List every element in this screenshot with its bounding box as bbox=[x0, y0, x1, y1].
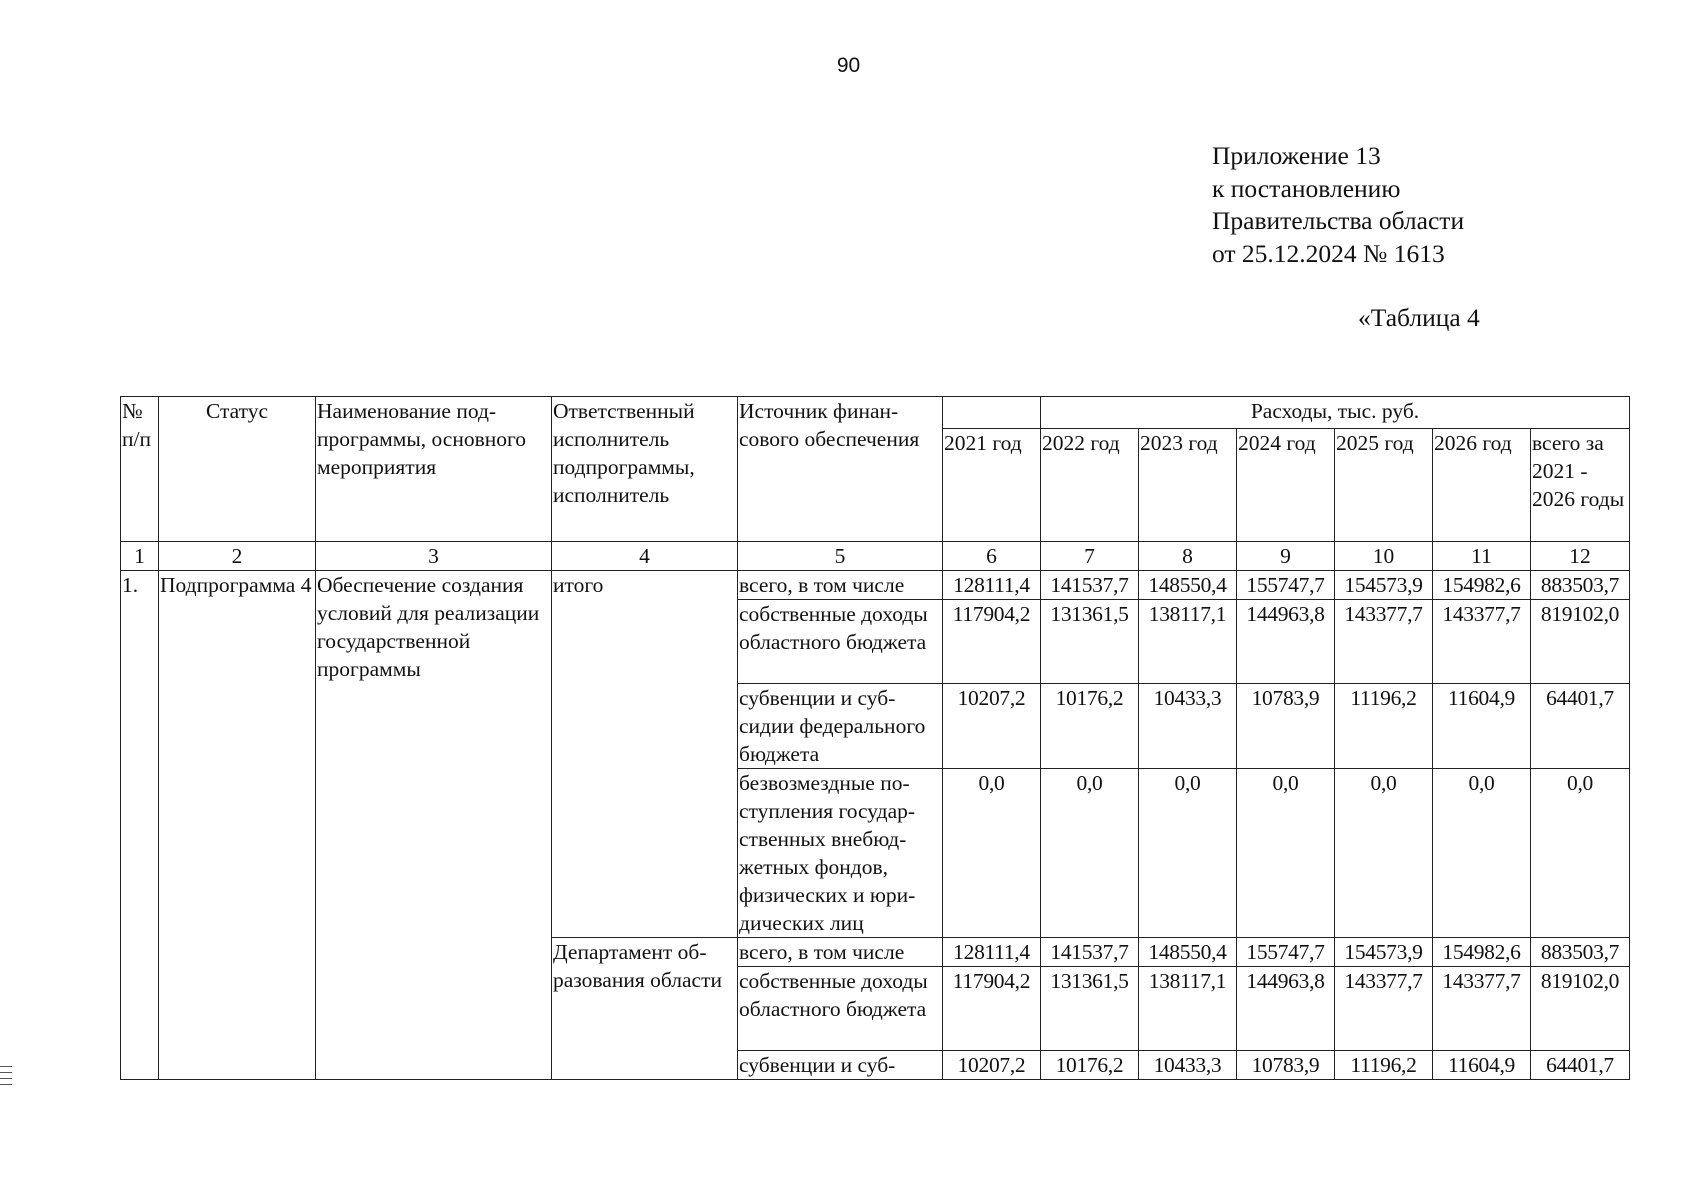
header-year-2026: 2026 год bbox=[1433, 429, 1531, 542]
value-2021: 128111,4 bbox=[943, 938, 1041, 967]
value-2024: 144963,8 bbox=[1237, 967, 1335, 1051]
value-2026: 143377,7 bbox=[1433, 967, 1531, 1051]
header-year-2021: 2021 год bbox=[943, 429, 1041, 542]
header-num: № п/п bbox=[121, 397, 159, 542]
row-executor: итого bbox=[552, 571, 738, 938]
value-2023: 10433,3 bbox=[1139, 684, 1237, 769]
value-total: 819102,0 bbox=[1531, 967, 1630, 1051]
row-source: собственные доходы областного бюджета bbox=[738, 600, 943, 684]
value-2024: 10783,9 bbox=[1237, 1051, 1335, 1080]
table-caption: «Таблица 4 bbox=[1358, 303, 1480, 332]
appendix-line: Приложение 13 bbox=[1212, 141, 1381, 170]
value-2022: 10176,2 bbox=[1041, 684, 1139, 769]
value-2021: 0,0 bbox=[943, 769, 1041, 938]
value-2024: 0,0 bbox=[1237, 769, 1335, 938]
value-2021: 10207,2 bbox=[943, 1051, 1041, 1080]
header-year-2025: 2025 год bbox=[1335, 429, 1433, 542]
header-year-2023: 2023 год bbox=[1139, 429, 1237, 542]
column-number: 5 bbox=[738, 542, 943, 571]
value-2022: 141537,7 bbox=[1041, 571, 1139, 600]
value-2023: 148550,4 bbox=[1139, 938, 1237, 967]
table-row bbox=[121, 571, 1630, 600]
value-2026: 143377,7 bbox=[1433, 600, 1531, 684]
row-source: всего, в том числе bbox=[738, 938, 943, 967]
column-number: 12 bbox=[1531, 542, 1630, 571]
value-2022: 10176,2 bbox=[1041, 1051, 1139, 1080]
value-2026: 154982,6 bbox=[1433, 571, 1531, 600]
value-total: 883503,7 bbox=[1531, 938, 1630, 967]
value-2022: 0,0 bbox=[1041, 769, 1139, 938]
value-2022: 141537,7 bbox=[1041, 938, 1139, 967]
header-name: Наименование подпрограммы, основного мероприятия bbox=[316, 397, 552, 542]
column-number: 1 bbox=[121, 542, 159, 571]
value-2023: 0,0 bbox=[1139, 769, 1237, 938]
value-2026: 11604,9 bbox=[1433, 1051, 1531, 1080]
row-source: субвенции и суб- bbox=[738, 1051, 943, 1080]
value-total: 819102,0 bbox=[1531, 600, 1630, 684]
value-2025: 0,0 bbox=[1335, 769, 1433, 938]
value-2024: 10783,9 bbox=[1237, 684, 1335, 769]
margin-mark bbox=[0, 1078, 12, 1079]
value-2025: 11196,2 bbox=[1335, 1051, 1433, 1080]
column-number: 10 bbox=[1335, 542, 1433, 571]
row-source: безвозмездные поступления государственных внебюджетных фондов, физических и юридических лиц bbox=[738, 769, 943, 938]
row-name: Обеспечение создания условий для реализации государственной программы bbox=[316, 571, 552, 1080]
value-2026: 154982,6 bbox=[1433, 938, 1531, 967]
row-status: Подпрограмма 4 bbox=[159, 571, 316, 1080]
value-total: 883503,7 bbox=[1531, 571, 1630, 600]
appendix-line: к постановлению bbox=[1212, 173, 1401, 203]
value-2025: 154573,9 bbox=[1335, 571, 1433, 600]
row-executor: Департамент образования области bbox=[552, 938, 738, 1080]
row-source: собственные доходы областного бюджета bbox=[738, 967, 943, 1051]
value-2023: 10433,3 bbox=[1139, 1051, 1237, 1080]
margin-mark bbox=[0, 1084, 12, 1085]
header-year-2022: 2022 год bbox=[1041, 429, 1139, 542]
column-number: 2 bbox=[159, 542, 316, 571]
column-number: 4 bbox=[552, 542, 738, 571]
value-2024: 144963,8 bbox=[1237, 600, 1335, 684]
header-row bbox=[121, 397, 1630, 429]
value-2024: 155747,7 bbox=[1237, 571, 1335, 600]
header-executor: Ответственный исполнитель подпрограммы, исполнитель bbox=[552, 397, 738, 542]
value-total: 64401,7 bbox=[1531, 684, 1630, 769]
appendix-block bbox=[1212, 140, 1464, 270]
value-2026: 0,0 bbox=[1433, 769, 1531, 938]
header-expenses: Расходы, тыс. руб. bbox=[1041, 397, 1630, 429]
value-2025: 11196,2 bbox=[1335, 684, 1433, 769]
column-number: 9 bbox=[1237, 542, 1335, 571]
value-2023: 138117,1 bbox=[1139, 600, 1237, 684]
appendix-line: Правительства области bbox=[1212, 206, 1465, 235]
column-number: 6 bbox=[943, 542, 1041, 571]
appendix-line: от 25.12.2024 № 1613 bbox=[1212, 238, 1445, 268]
row-source: субвенции и субсидии федерального бюджета bbox=[738, 684, 943, 769]
value-2022: 131361,5 bbox=[1041, 967, 1139, 1051]
value-2023: 148550,4 bbox=[1139, 571, 1237, 600]
value-2025: 143377,7 bbox=[1335, 967, 1433, 1051]
row-source: всего, в том числе bbox=[738, 571, 943, 600]
column-number: 8 bbox=[1139, 542, 1237, 571]
value-2021: 128111,4 bbox=[943, 571, 1041, 600]
value-2026: 11604,9 bbox=[1433, 684, 1531, 769]
value-total: 0,0 bbox=[1531, 769, 1630, 938]
column-number: 11 bbox=[1433, 542, 1531, 571]
header-year-2024: 2024 год bbox=[1237, 429, 1335, 542]
value-2023: 138117,1 bbox=[1139, 967, 1237, 1051]
header-empty bbox=[943, 397, 1041, 429]
row-num: 1. bbox=[121, 571, 159, 1080]
value-2021: 117904,2 bbox=[943, 600, 1041, 684]
scan-margin-marks bbox=[0, 1066, 12, 1090]
header-total: всего за 2021 - 2026 годы bbox=[1531, 429, 1630, 542]
page-number: 90 bbox=[836, 54, 861, 77]
column-numbers-row bbox=[121, 542, 1630, 571]
column-number: 7 bbox=[1041, 542, 1139, 571]
margin-mark bbox=[0, 1066, 12, 1067]
value-2024: 155747,7 bbox=[1237, 938, 1335, 967]
value-2022: 131361,5 bbox=[1041, 600, 1139, 684]
header-source: Источник финансового обеспечения bbox=[738, 397, 943, 542]
column-number: 3 bbox=[316, 542, 552, 571]
value-total: 64401,7 bbox=[1531, 1051, 1630, 1080]
value-2021: 117904,2 bbox=[943, 967, 1041, 1051]
budget-table bbox=[120, 396, 1630, 1080]
value-2025: 154573,9 bbox=[1335, 938, 1433, 967]
margin-mark bbox=[0, 1072, 12, 1073]
value-2025: 143377,7 bbox=[1335, 600, 1433, 684]
header-status: Статус bbox=[159, 397, 316, 542]
value-2021: 10207,2 bbox=[943, 684, 1041, 769]
